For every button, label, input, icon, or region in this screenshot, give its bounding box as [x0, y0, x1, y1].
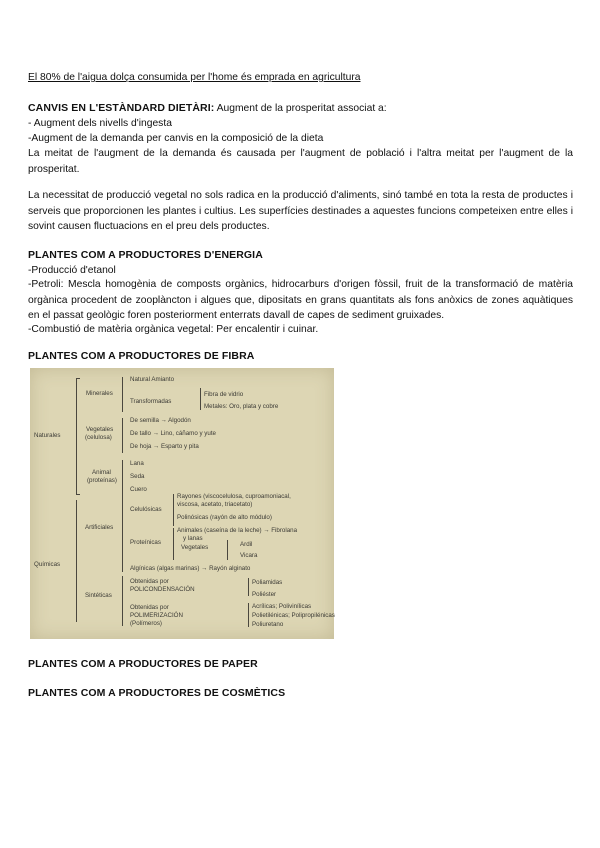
- label-vegetales-2: Vegetales: [181, 544, 209, 551]
- bracket-minerales: [122, 377, 123, 412]
- label-proteinas: (proteínas): [87, 477, 117, 484]
- paper-heading: PLANTES COM A PRODUCTORES DE PAPER: [28, 658, 258, 670]
- energia-item-1: -Producció d'etanol: [28, 265, 116, 276]
- label-policondensacion: POLICONDENSACIÓN: [130, 586, 195, 593]
- label-seda: Seda: [130, 473, 145, 480]
- label-rayones: Rayones (viscocelulosa, cuproamoniacal,: [177, 493, 291, 500]
- bracket-proteinicas: [173, 528, 174, 560]
- label-animales: Animales (caseína de la leche) → Fibrolana: [177, 527, 298, 534]
- label-minerales: Minerales: [86, 390, 113, 397]
- bracket-policondensacion: [248, 578, 249, 596]
- label-cuero: Cuero: [130, 486, 147, 493]
- label-proteinicas: Proteínicas: [130, 539, 161, 546]
- label-poliester: Poliéster: [252, 591, 277, 598]
- label-polinosicas: Polinósicas (rayón de alto módulo): [177, 514, 272, 521]
- canvis-lead: Augment de la prosperitat associat a:: [214, 103, 387, 114]
- canvis-item-1: - Augment dels nivells d'ingesta: [28, 118, 172, 129]
- intro-line: El 80% de l'aigua dolça consumida per l'home és emprada en agricultura: [28, 72, 361, 83]
- label-poliuretano: Poliuretano: [252, 621, 284, 628]
- line: [76, 378, 80, 379]
- label-sinteticas: Sintéticas: [85, 592, 112, 599]
- label-de-tallo: De tallo → Lino, cáñamo y yute: [130, 430, 216, 437]
- label-animal: Animal: [92, 469, 111, 476]
- fibra-heading: PLANTES COM A PRODUCTORES DE FIBRA: [28, 350, 255, 362]
- label-metales: Metales: Oro, plata y cobre: [204, 403, 279, 410]
- bracket-polimerizacion: [248, 603, 249, 627]
- label-alginicas: Algínicas (algas marinas) → Rayón alginato: [130, 565, 251, 572]
- label-celulosicas: Celulósicas: [130, 506, 162, 513]
- cosmetics-heading: PLANTES COM A PRODUCTORES DE COSMÈTICS: [28, 687, 286, 699]
- label-de-semilla: De semilla → Algodón: [130, 417, 191, 424]
- label-quimicas: Químicas: [34, 561, 61, 568]
- canvis-item-2: -Augment de la demanda per canvis en la composició de la dieta: [28, 133, 324, 144]
- label-acrilicas: Acrílicas; Polivinílicas: [252, 603, 312, 610]
- label-de-hoja: De hoja → Esparto y pita: [130, 443, 199, 450]
- necessitat-paragraph: La necessitat de producció vegetal no sols radica en la producció d'aliments, sinó també en tota la resta de productes i serveis que proporcionen les plantes i cultius. Les superfícies destinades a aquestes funcions competeixen entre elles i sovint causen fluctuacions en el preu dels productes.: [28, 190, 573, 233]
- label-polimeros: (Polímeros): [130, 620, 162, 627]
- label-polietilenicas: Polietilénicas; Polipropilénicas: [252, 612, 335, 619]
- label-fibra-vidrio: Fibra de vidrio: [204, 391, 244, 398]
- label-lana: Lana: [130, 460, 144, 467]
- energia-heading: PLANTES COM A PRODUCTORES D'ENERGIA: [28, 249, 263, 261]
- canvis-paragraph: [28, 101, 573, 117]
- label-rayones-2: viscosa, acetato, triacetato): [177, 501, 253, 508]
- energia-item-3: -Combustió de matèria orgànica vegetal: Per encalentir i cuinar.: [28, 324, 319, 335]
- label-celulosa: (celulosa): [85, 434, 112, 441]
- bracket-animal: [122, 460, 123, 494]
- fibra-classification-diagram: [30, 368, 334, 639]
- label-artificiales: Artificiales: [85, 524, 114, 531]
- label-vegetales: Vegetales: [86, 426, 114, 433]
- label-vicara: Vicara: [240, 552, 258, 559]
- label-obtenidas-polim: Obtenidas por: [130, 604, 169, 611]
- label-obtenidas-poli: Obtenidas por: [130, 578, 169, 585]
- label-natural-amianto: Natural Amianto: [130, 376, 175, 383]
- label-naturales: Naturales: [34, 432, 61, 439]
- label-ardil: Ardil: [240, 541, 253, 548]
- bracket-quimicas: [76, 500, 77, 622]
- energia-item-2: -Petroli: Mescla homogènia de composts orgànics, hidrocarburs d'origen fòssil, fruit de la transformació de matèria orgànica procedent de zooplàncton i algues que, dipositats en grans quantitats als fons anòxics de zones aquàtiques en el passat geològic foren posteriorment enterrats davall de capes de sediment gruixades.: [28, 279, 573, 322]
- bracket-artificiales: [122, 494, 123, 572]
- bracket-sinteticas: [122, 576, 123, 626]
- bracket-transformadas: [200, 388, 201, 410]
- canvis-heading: CANVIS EN L'ESTÀNDARD DIETÀRI:: [28, 102, 215, 114]
- label-polimerizacion: POLIMERIZACIÓN: [130, 612, 183, 619]
- bracket-celulosicas: [173, 494, 174, 526]
- canvis-note: La meitat de l'augment de la demanda és causada per l'augment de població i l'altra meitat per l'augment de la prosperitat.: [28, 148, 573, 175]
- label-y-lanas: y lanas: [183, 535, 203, 542]
- bracket-naturales: [76, 378, 77, 494]
- line: [76, 494, 80, 495]
- bracket-vegetales: [122, 418, 123, 453]
- label-transformadas: Transformadas: [130, 398, 172, 405]
- label-poliamidas: Poliamidas: [252, 579, 283, 586]
- bracket-vegetales-prot: [227, 540, 228, 560]
